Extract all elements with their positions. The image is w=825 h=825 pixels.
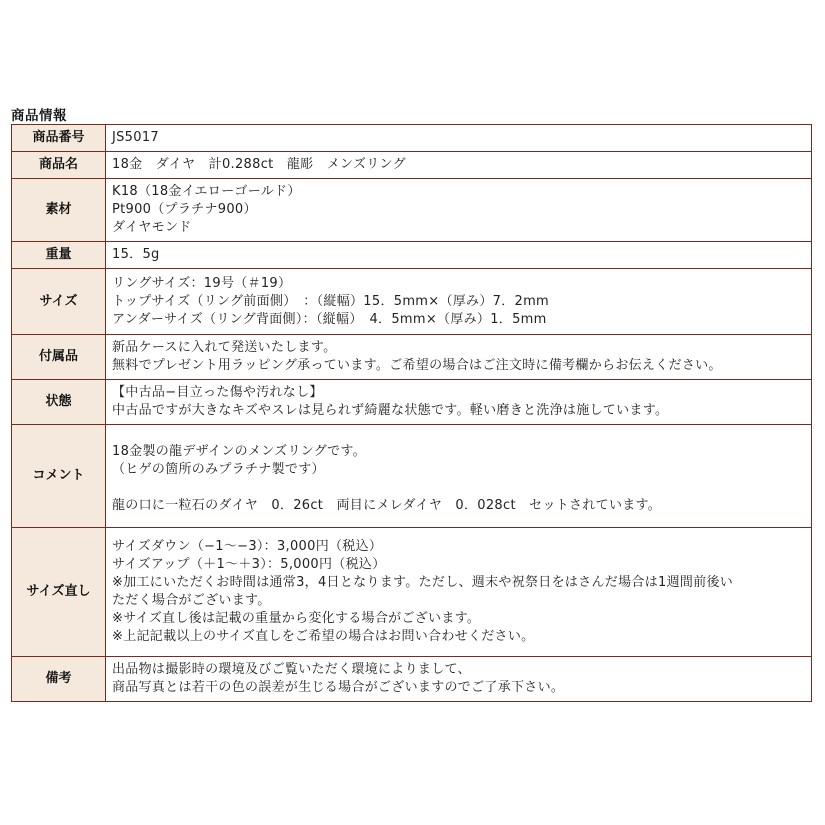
row-value [106,152,812,179]
row-label: 商品番号 [12,125,106,152]
info-row [12,380,812,425]
value-line: サイズアップ（＋1〜＋3）：5,000円（税込） [112,557,386,572]
info-row [12,528,812,657]
row-value [106,179,812,242]
value-line: 【中古品−目立った傷や汚れなし】 [112,385,323,400]
row-value [106,425,812,528]
row-label: 状態 [12,380,106,425]
row-value [106,335,812,380]
value-line: （ヒゲの箇所のみプラチナ製です） [112,462,325,477]
row-value [106,125,812,152]
value-line: Pt900（プラチナ900） [112,202,257,217]
value-line: ※加工にいただくお時間は通常3，4日となります。ただし、週末や祝祭日をはさんだ場合は1週間前後い [112,575,734,590]
value-line: ※サイズ直し後は記載の重量から変化する場合がございます。 [112,611,481,626]
row-value [106,528,812,657]
value-line: K18（18金イエローゴールド） [112,184,301,199]
row-value [106,657,812,702]
product-info-table [11,124,812,702]
row-value [106,242,812,269]
section-title: 商品情報 [11,108,67,124]
info-row [12,242,812,269]
value-line: リングサイズ：19号（＃19） [112,275,292,291]
value-line: サイズダウン（−1〜−3）：3,000円（税込） [112,539,383,554]
value-line: 18金製の龍デザインのメンズリングです。 [112,444,366,459]
value-line: ※上記記載以上のサイズ直しをご希望の場合はお問い合わせください。 [112,629,535,644]
info-row [12,125,812,152]
blank-line [112,479,805,497]
info-row [12,335,812,380]
info-row [12,657,812,702]
value-line: JS5017 [112,130,159,145]
row-label: 素材 [12,179,106,242]
row-label: 備考 [12,657,106,702]
value-line: 18金 ダイヤ 計0.288ct 龍彫 メンズリング [112,157,406,172]
row-label: 付属品 [12,335,106,380]
value-line: 中古品ですが大きなキズやスレは見られず綺麗な状態です。軽い磨きと洗浄は施しています。 [112,403,669,418]
value-line: 龍の口に一粒石のダイヤ 0．26ct 両目にメレダイヤ 0．028ct セットされています。 [112,498,662,513]
value-line: 15．5g [112,247,160,262]
row-label: サイズ [12,269,106,335]
value-line: 新品ケースに入れて発送いたします。 [112,340,337,355]
value-line: ダイヤモンド [112,220,192,235]
value-line: 商品写真とは若干の色の誤差が生じる場合がございますのでご了承下さい。 [112,680,565,695]
row-label: 重量 [12,242,106,269]
value-line: 無料でプレゼント用ラッピング承っています。ご希望の場合はご注文時に備考欄からお伝えください。 [112,358,722,373]
row-label: サイズ直し [12,528,106,657]
info-row [12,425,812,528]
value-line: ただく場合がございます。 [112,593,271,608]
row-label: コメント [12,425,106,528]
row-value [106,269,812,335]
row-label: 商品名 [12,152,106,179]
info-row [12,179,812,242]
value-line: トップサイズ（リング前面側） ：（縦幅）15．5mm×（厚み）7．2mm [112,293,550,309]
info-row [12,152,812,179]
value-line: 出品物は撮影時の環境及びご覧いただく環境によりまして、 [112,662,471,677]
value-line: アンダーサイズ（リング背面側）：（縦幅） 4．5mm×（厚み）1．5mm [112,311,547,327]
row-value [106,380,812,425]
info-row [12,269,812,335]
